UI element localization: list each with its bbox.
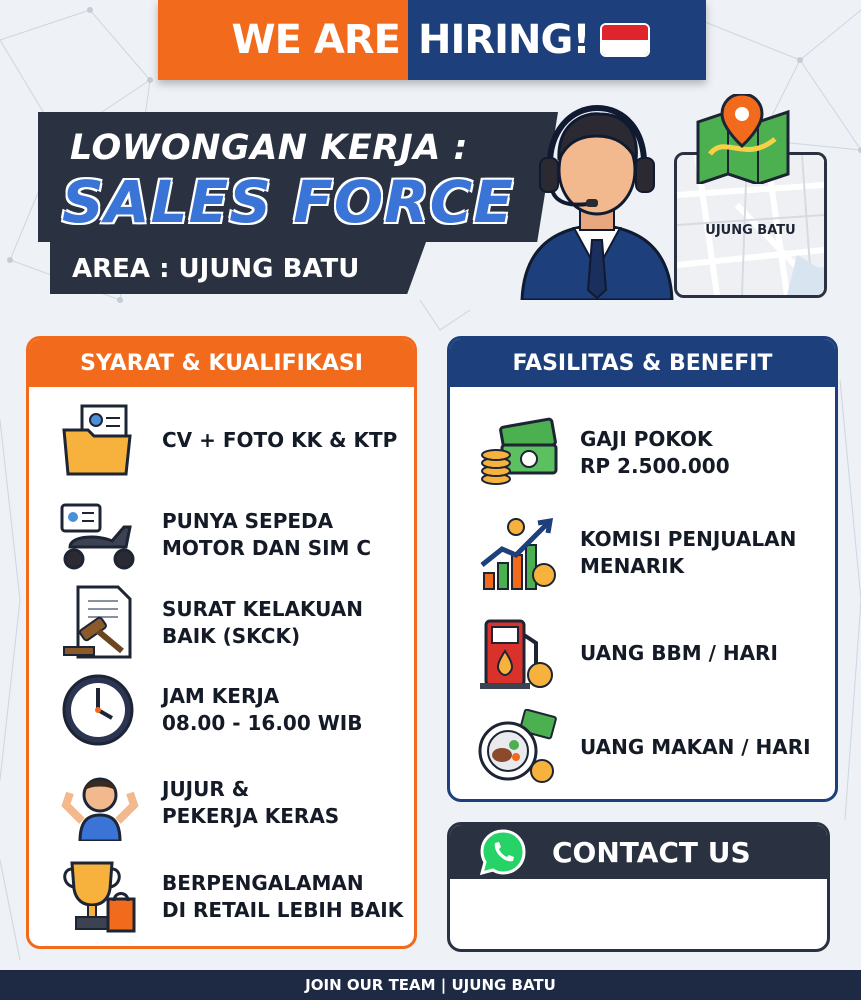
benefit-line2: MENARIK (580, 554, 685, 578)
benefit-line1: UANG BBM / HARI (580, 640, 778, 665)
requirement-line2: MOTOR DAN SIM C (162, 536, 372, 560)
requirement-line2: 08.00 - 16.00 WIB (162, 711, 363, 735)
clock-icon (60, 672, 140, 748)
requirement-line1: PUNYA SEPEDA (162, 509, 334, 533)
requirement-line1: JAM KERJA (162, 684, 280, 708)
benefit-item (448, 508, 796, 598)
hiring-banner (158, 0, 706, 80)
requirement-item (30, 758, 339, 848)
benefit-line1: UANG MAKAN / HARI (580, 734, 811, 759)
requirement-line1: JUJUR & (162, 777, 250, 801)
requirement-line1: CV + FOTO KK & KTP (162, 427, 398, 452)
requirement-line2: DI RETAIL LEBIH BAIK (162, 898, 404, 922)
footer-text: JOIN OUR TEAM | UJUNG BATU (305, 976, 556, 994)
growth-chart-icon (478, 515, 558, 591)
contact-title: CONTACT US (552, 835, 751, 869)
document-folder-icon (60, 402, 140, 478)
map-area-label: UJUNG BATU (705, 223, 796, 238)
requirement-line1: SURAT KELAKUAN (162, 597, 363, 621)
title-position: SALES FORCE (62, 168, 514, 236)
hiring-banner-right-text: HIRING! (418, 17, 590, 63)
contact-card[interactable] (447, 822, 830, 952)
benefits-heading: FASILITAS & BENEFIT (450, 339, 835, 387)
scooter-license-icon (60, 497, 140, 573)
benefit-item (448, 702, 811, 792)
benefit-line2: RP 2.500.000 (580, 454, 730, 478)
trophy-bag-icon (60, 859, 140, 935)
requirement-item (30, 395, 397, 485)
area-label: AREA : UJUNG BATU (72, 254, 360, 284)
whatsapp-icon (480, 829, 526, 875)
requirement-line2: BAIK (SKCK) (162, 624, 301, 648)
fuel-pump-icon (478, 615, 558, 691)
map-pin-icon (690, 94, 800, 184)
requirements-heading: SYARAT & KUALIFIKASI (29, 339, 414, 387)
title-job-opening: LOWONGAN KERJA : (70, 128, 469, 168)
hiring-banner-left-text: WE ARE (231, 17, 400, 63)
requirement-item (30, 490, 371, 580)
benefit-item (448, 408, 730, 498)
money-stack-icon (478, 415, 558, 491)
hiring-banner-right (408, 0, 706, 80)
hiring-banner-left (158, 0, 408, 80)
gavel-document-icon (60, 585, 140, 661)
requirement-item (30, 578, 363, 668)
indonesia-flag-icon (600, 23, 650, 57)
benefit-line1: GAJI POKOK (580, 427, 713, 451)
requirement-item (30, 852, 403, 942)
food-plate-icon (478, 709, 558, 785)
benefit-line1: KOMISI PENJUALAN (580, 527, 797, 551)
contact-header (450, 825, 827, 879)
requirement-item (30, 665, 362, 755)
requirement-line2: PEKERJA KERAS (162, 804, 340, 828)
sales-agent-headset-icon (512, 100, 682, 300)
strong-person-icon (60, 765, 140, 841)
footer-bar (0, 970, 861, 1000)
requirement-line1: BERPENGALAMAN (162, 871, 364, 895)
benefit-item (448, 608, 778, 698)
